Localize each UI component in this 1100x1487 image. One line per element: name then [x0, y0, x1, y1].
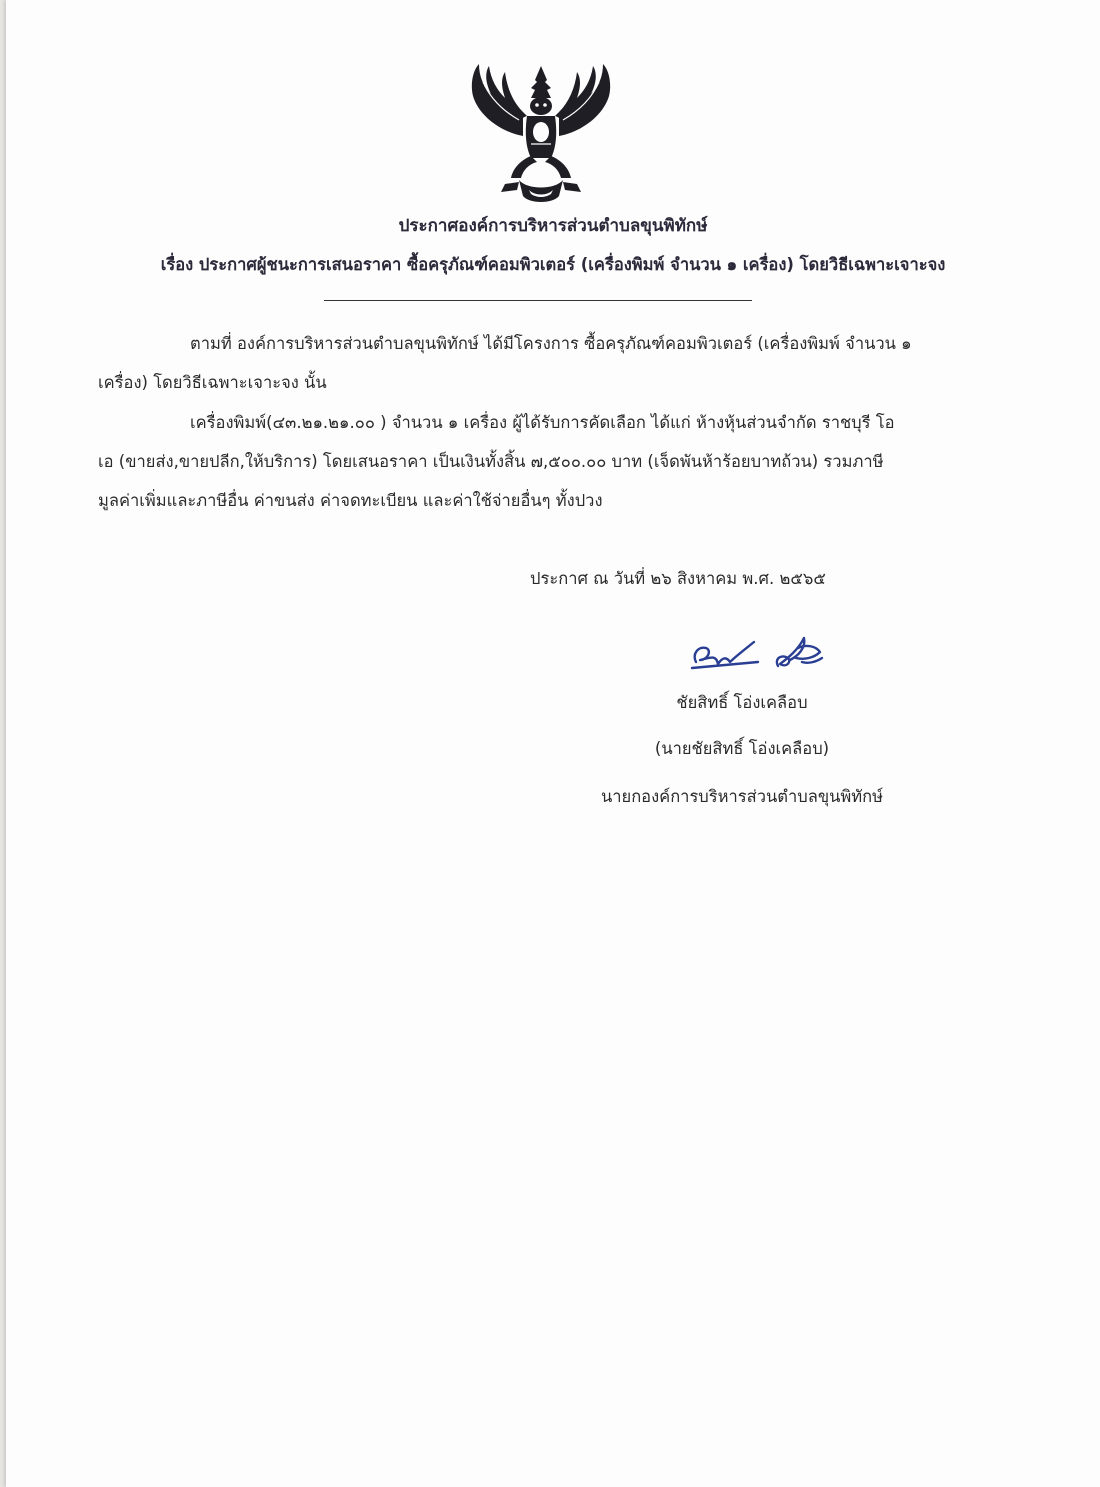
announcement-date: ประกาศ ณ วันที่ ๒๖ สิงหาคม พ.ศ. ๒๕๖๕ — [530, 569, 826, 588]
paragraph-1-line-1: ตามที่ องค์การบริหารส่วนตำบลขุนพิทักษ์ ได้มีโครงการ ซื้อครุภัณฑ์คอมพิวเตอร์ (เครื่องพิมพ์ จำนวน ๑ — [190, 334, 912, 353]
paragraph-2-line-3: มูลค่าเพิ่มและภาษีอื่น ค่าขนส่ง ค่าจดทะเบียน และค่าใช้จ่ายอื่นๆ ทั้งปวง — [98, 491, 603, 510]
announcement-subject: เรื่อง ประกาศผู้ชนะการเสนอราคา ซื้อครุภัณฑ์คอมพิวเตอร์ (เครื่องพิมพ์ จำนวน ๑ เครื่อง) โดยวิธีเฉพาะเจาะจง — [160, 255, 946, 274]
announcement-title: ประกาศองค์การบริหารส่วนตำบลขุนพิทักษ์ — [398, 216, 708, 236]
paragraph-2-line-1: เครื่องพิมพ์(๔๓.๒๑.๒๑.๐๐ ) จำนวน ๑ เครื่อง ผู้ได้รับการคัดเลือก ได้แก่ ห้างหุ้นส่วนจำกัด ราชบุรี โอ — [190, 413, 895, 432]
signatory-full-name: (นายชัยสิทธิ์ โอ่งเคลือบ) — [654, 739, 830, 758]
paragraph-1-line-2: เครื่อง) โดยวิธีเฉพาะเจาะจง นั้น — [98, 373, 327, 392]
paragraph-2-line-2: เอ (ขายส่ง,ขายปลีก,ให้บริการ) โดยเสนอราคา เป็นเงินทั้งสิ้น ๗,๕๐๐.๐๐ บาท (เจ็ดพันห้าร้อยบาทถ้วน) รวมภาษี — [98, 452, 884, 471]
divider — [324, 300, 752, 301]
signature-icon — [688, 628, 830, 676]
garuda-emblem-icon — [461, 58, 621, 210]
signatory-name: ชัยสิทธิ์ โอ่งเคลือบ — [676, 693, 808, 712]
document-page — [6, 0, 1100, 1487]
signatory-position: นายกองค์การบริหารส่วนตำบลขุนพิทักษ์ — [600, 787, 884, 806]
